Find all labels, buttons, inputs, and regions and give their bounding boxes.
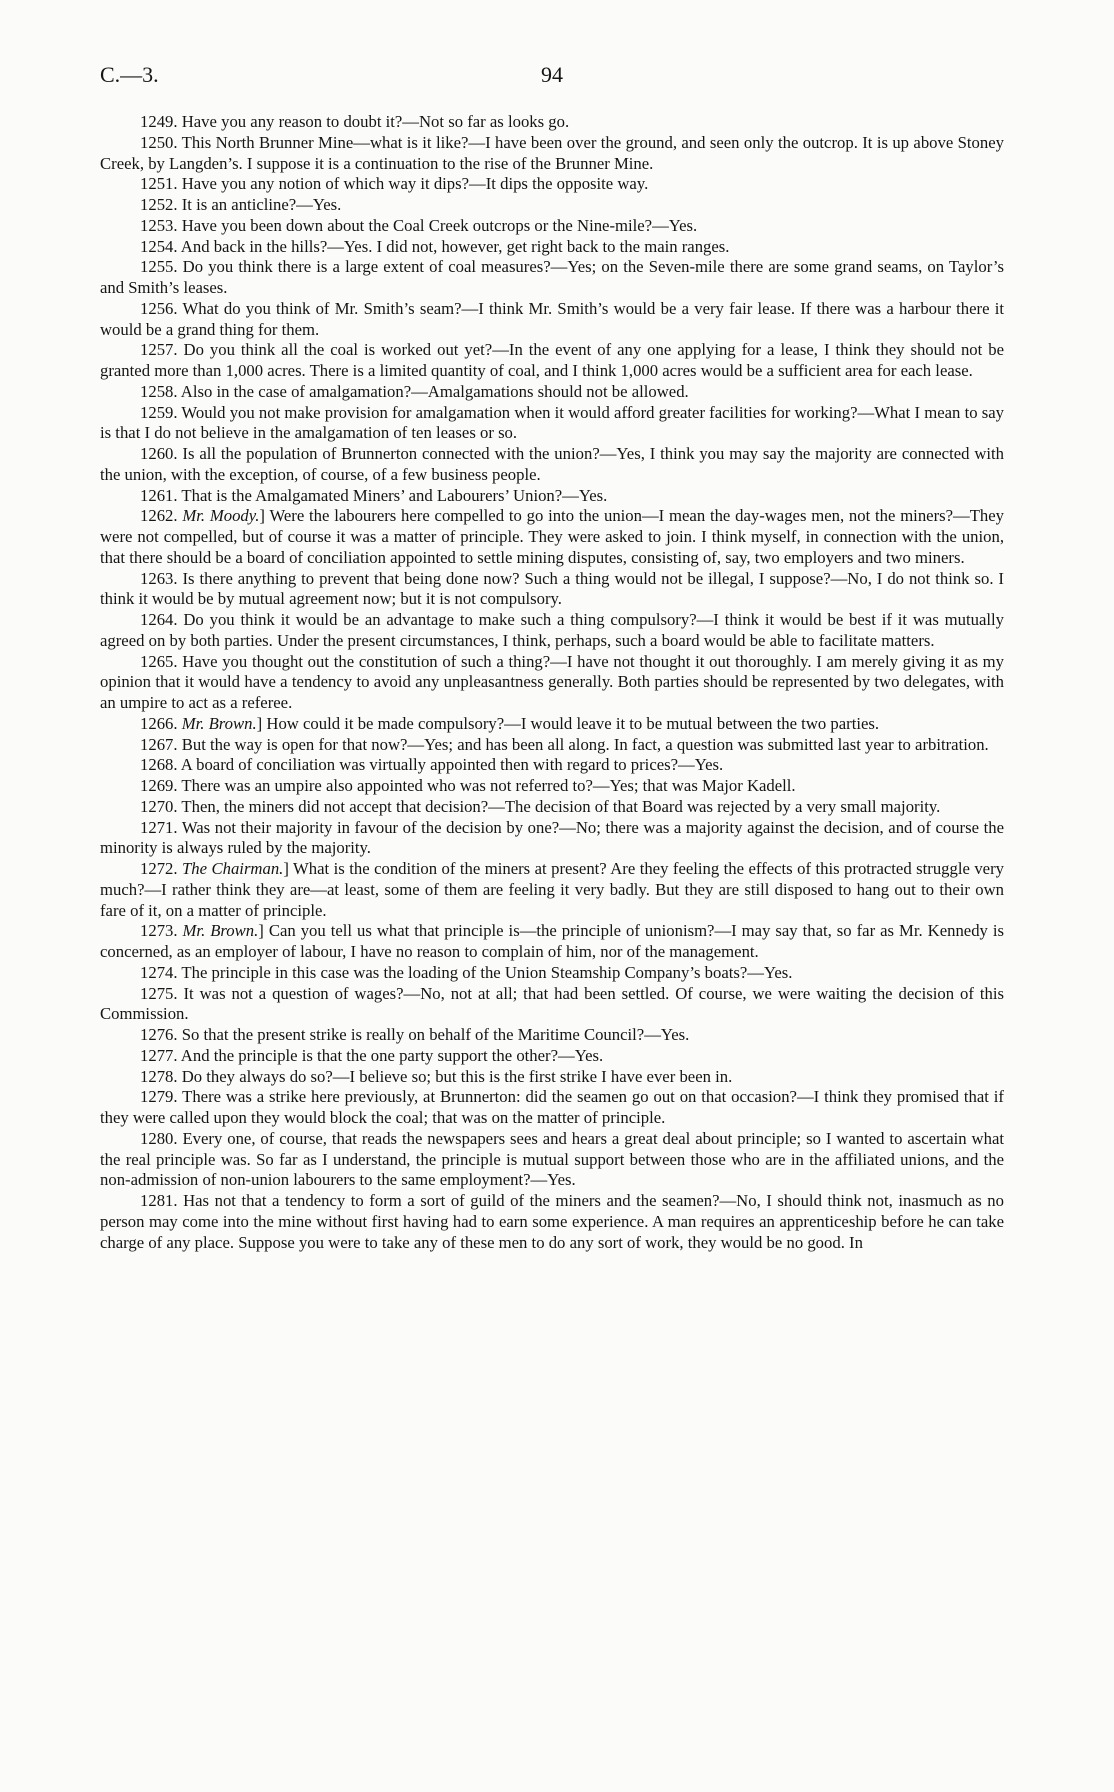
page-number: 94: [541, 62, 563, 87]
question-number: 1273.: [140, 921, 178, 941]
paragraph-text: So that the present strike is really on behalf of the Maritime Council?—Yes.: [177, 1025, 690, 1044]
question-paragraph: [100, 257, 1004, 299]
question-paragraph: [100, 133, 1004, 175]
paragraph-text: And back in the hills?—Yes. I did not, however, get right back to the main ranges.: [177, 236, 730, 256]
paragraph-text: Then, the miners did not accept that decision?—The decision of that Board was rejected by a very small majority.: [177, 796, 941, 816]
document-reference: C.—3.: [100, 62, 159, 87]
question-paragraph: [100, 237, 1004, 258]
paragraph-text: Has not that a tendency to form a sort of guild of the miners and the seamen?—No, I should think not, inasmuch as no person may come into the mine without first having had to earn some experience. A man requires an apprenticeship before he can take charge of any place. Suppose you were to take any of these men to do any sort of work, they would be no good. In: [100, 1191, 1004, 1252]
paragraph-text: Do you think all the coal is worked out yet?—In the event of any one applying for a lease, I think they should not be granted more than 1,000 acres. There is a limited quantity of coal, and I think 1,000 acres would be a sufficient area for each lease.: [100, 340, 1004, 380]
question-paragraph: [100, 299, 1004, 341]
paragraph-text: The principle in this case was the loading of the Union Steamship Company’s boats?—Yes.: [177, 962, 793, 982]
question-paragraph: [100, 569, 1004, 611]
question-paragraph: [100, 382, 1004, 403]
question-paragraph: [100, 1191, 1004, 1253]
paragraph-text: That is the Amalgamated Miners’ and Labourers’ Union?—Yes.: [177, 485, 608, 505]
question-number: 1264.: [140, 610, 178, 629]
question-number: 1260.: [140, 444, 178, 463]
question-number: 1252.: [140, 195, 178, 214]
paragraph-text: ] Were the labourers here compelled to go into the union—I mean the day-wages men, not the miners?—They were not compelled, but of course it was a matter of principle. They were asked to join. I think myself, in connection with the union, that there should be a board of conciliation appointed to settle mining disputes, consisting of, say, two employers and two miners.: [100, 506, 1004, 567]
question-number: 1249.: [140, 112, 178, 131]
question-number: 1268.: [140, 755, 178, 775]
question-paragraph: [100, 984, 1004, 1026]
paragraph-text: Do you think it would be an advantage to make such a thing compulsory?—I think it would be best if it was mutually agreed on by both parties. Under the present circumstances, I think, perhaps, such a board would be able to facilitate matters.: [100, 610, 1004, 650]
question-number: 1258.: [140, 381, 178, 401]
paragraph-text: Do you think there is a large extent of coal measures?—Yes; on the Seven-mile there are some grand seams, on Taylor’s and Smith’s leases.: [100, 257, 1004, 297]
question-number: 1262.: [140, 506, 178, 526]
question-paragraph: [100, 921, 1004, 963]
paragraph-text: A board of conciliation was virtually appointed then with regard to prices?—Yes.: [177, 755, 724, 775]
paragraph-text: Would you not make provision for amalgamation when it would afford greater facilities for working?—What I mean to say is that I do not believe in the amalgamation of ten leases or so.: [100, 402, 1004, 443]
question-paragraph: [100, 797, 1004, 818]
question-paragraph: [100, 1046, 1004, 1067]
paragraph-text: Have you thought out the constitution of such a thing?—I have not thought it out thoroughly. I am merely giving it as my opinion that it would have a tendency to avoid any unpleasantness generally. Both parties should be represented by two delegates, with an umpire to act as a referee.: [100, 651, 1004, 712]
paragraph-text: What do you think of Mr. Smith’s seam?—I think Mr. Smith’s would be a very fair lease. If there was a harbour there it would be a grand thing for them.: [100, 298, 1004, 339]
question-number: 1267.: [140, 734, 178, 754]
paragraph-text: There was a strike here previously, at Brunnerton: did the seamen go out on that occasion?—I think they promised that if they were called upon they would block the coal; that was on the matter of principle.: [100, 1087, 1004, 1127]
question-number: 1255.: [140, 257, 178, 277]
question-paragraph: [100, 216, 1004, 237]
question-number: 1256.: [140, 298, 178, 318]
question-number: 1261.: [140, 485, 178, 505]
paragraph-text: It was not a question of wages?—No, not at all; that had been settled. Of course, we were waiting the decision of this Commission.: [100, 983, 1004, 1024]
question-paragraph: [100, 735, 1004, 756]
question-paragraph: [100, 174, 1004, 195]
question-number: 1250.: [140, 132, 178, 152]
question-number: 1281.: [140, 1191, 178, 1210]
speaker-name: Mr. Brown.: [182, 921, 259, 941]
question-number: 1265.: [140, 651, 178, 671]
paragraph-text: Have you any notion of which way it dips?—It dips the opposite way.: [177, 174, 649, 194]
question-number: 1274.: [140, 962, 178, 982]
paragraph-text: Do they always do so?—I believe so; but this is the first strike I have ever been in.: [177, 1066, 733, 1086]
question-number: 1271.: [140, 817, 178, 837]
question-number: 1276.: [140, 1025, 178, 1044]
question-number: 1280.: [140, 1128, 178, 1148]
question-number: 1253.: [140, 215, 178, 235]
question-paragraph: [100, 1025, 1004, 1046]
paragraph-text: ] How could it be made compulsory?—I would leave it to be mutual between the two parties.: [256, 713, 880, 733]
paragraph-text: Every one, of course, that reads the newspapers sees and hears a great deal about principle; so I wanted to ascertain what the real principle was. So far as I understand, the principle is mutual support between those who are in the affiliated unions, and the non-admission of non-union labourers to the same employment?—Yes.: [100, 1128, 1004, 1190]
paragraph-text: Is all the population of Brunnerton connected with the union?—Yes, I think you may say the majority are connected with the union, with the exception, of course, of a few business people.: [100, 444, 1004, 484]
question-number: 1269.: [140, 776, 178, 795]
question-paragraph: [100, 444, 1004, 486]
question-number: 1263.: [140, 568, 178, 588]
speaker-name: Mr. Brown.: [181, 713, 257, 733]
question-paragraph: [100, 963, 1004, 984]
question-paragraph: [100, 755, 1004, 776]
question-paragraph: [100, 403, 1004, 445]
paragraph-text: There was an umpire also appointed who was not referred to?—Yes; that was Major Kadell.: [177, 776, 796, 795]
paragraph-text: ] What is the condition of the miners at present? Are they feeling the effects of this protracted struggle very much?—I rather think they are—at least, some of them are feeling it very badly. But they are still disposed to hang out to their own fare of it, on a matter of principle.: [100, 859, 1004, 920]
speaker-name: The Chairman.: [182, 859, 284, 878]
question-paragraph: [100, 486, 1004, 507]
paragraph-text: Was not their majority in favour of the decision by one?—No; there was a majority against the decision, and of course the minority is always ruled by the majority.: [100, 817, 1004, 858]
paragraph-text: But the way is open for that now?—Yes; and has been all along. In fact, a question was submitted last year to arbitration.: [177, 734, 989, 754]
question-paragraph: [100, 818, 1004, 860]
question-number: 1279.: [140, 1087, 178, 1107]
paragraph-text: And the principle is that the one party support the other?—Yes.: [177, 1045, 604, 1065]
paragraph-text: This North Brunner Mine—what is it like?—I have been over the ground, and seen only the outcrop. It is up above Stoney Creek, by Langden’s. I suppose it is a continuation to the rise of the Brunner Mine.: [100, 132, 1004, 173]
question-number: 1277.: [140, 1045, 178, 1065]
question-paragraph: [100, 1129, 1004, 1191]
question-paragraph: [100, 776, 1004, 797]
question-paragraph: [100, 1067, 1004, 1088]
question-number: 1266.: [140, 713, 178, 733]
paragraph-text: Have you been down about the Coal Creek outcrops or the Nine-mile?—Yes.: [177, 215, 698, 235]
paragraph-text: Is there anything to prevent that being done now? Such a thing would not be illegal, I suppose?—No, I do not think so. I think it would be by mutual agreement now; but it is not compulsory.: [100, 568, 1004, 609]
question-number: 1259.: [140, 402, 178, 422]
question-number: 1275.: [140, 983, 178, 1003]
speaker-name: Mr. Moody.: [182, 506, 260, 526]
question-number: 1278.: [140, 1066, 178, 1086]
question-paragraph: [100, 859, 1004, 921]
question-paragraph: [100, 340, 1004, 382]
paragraph-text: It is an anticline?—Yes.: [177, 195, 342, 214]
paragraph-text: Also in the case of amalgamation?—Amalgamations should not be allowed.: [177, 381, 689, 401]
question-paragraph: [100, 610, 1004, 652]
page-header: [100, 62, 1004, 92]
question-paragraph: [100, 112, 1004, 133]
question-paragraph: [100, 506, 1004, 568]
paragraph-text: ] Can you tell us what that principle is—the principle of unionism?—I may say that, so far as Mr. Kennedy is concerned, as an employer of labour, I have no reason to complain of him, nor of the management.: [100, 921, 1004, 961]
page-body: [100, 112, 1004, 1253]
paragraph-text: Have you any reason to doubt it?—Not so far as looks go.: [177, 112, 570, 131]
question-number: 1254.: [140, 236, 178, 256]
question-paragraph: [100, 1087, 1004, 1129]
question-number: 1257.: [140, 340, 178, 360]
question-paragraph: [100, 652, 1004, 714]
question-paragraph: [100, 714, 1004, 735]
question-number: 1251.: [140, 174, 178, 194]
question-number: 1270.: [140, 796, 178, 816]
question-number: 1272.: [140, 859, 178, 878]
question-paragraph: [100, 195, 1004, 216]
